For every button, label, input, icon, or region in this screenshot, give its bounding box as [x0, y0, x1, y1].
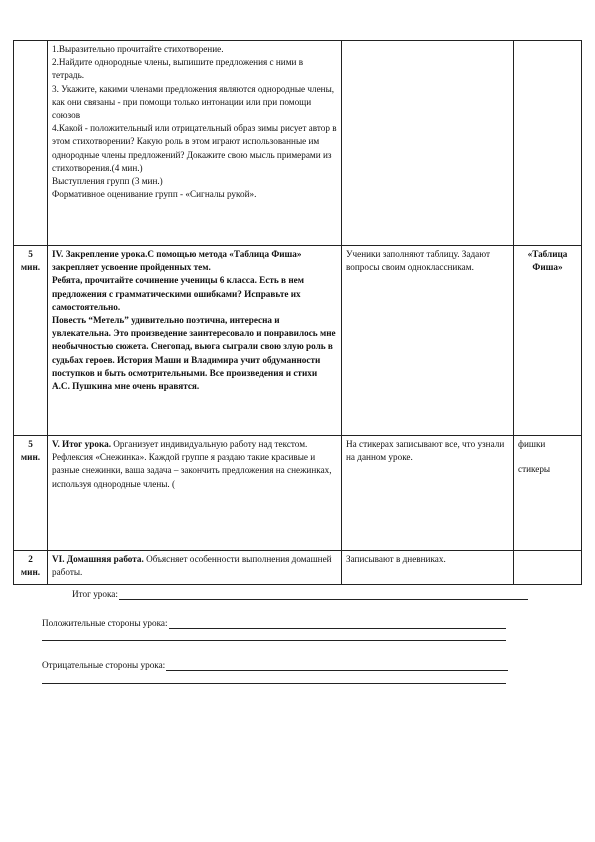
resource-item: фишки: [518, 439, 546, 449]
table-row: [14, 436, 582, 551]
time-cell: 5 мин.: [14, 246, 48, 436]
table-row: [14, 41, 582, 246]
task-4: 4.Какой - положительный или отрицательный образ зимы рисует автор в этом стихотворении? Какую роль в этом играют использованные им однородные члены предложений? Докажите свою мысль примерами из стихотворения.(4 мин.): [52, 123, 337, 173]
students-cell: Записывают в дневниках.: [342, 551, 514, 585]
task-3: 3. Укажите, какими членами предложения являются однородные члены, как они связаны - при помощи только интонации или при помощи союзов: [52, 83, 335, 121]
students-cell: Ученики заполняют таблицу. Задают вопросы своим одноклассникам.: [342, 246, 514, 436]
lesson-summary-field: [72, 588, 528, 600]
time-cell: 5 мин.: [14, 436, 48, 551]
lesson-summary-line: [119, 590, 528, 600]
section-heading: IV. Закрепление урока.С помощью метода «Таблица Фиша» закрепляет усвоение пройденных тем.: [52, 249, 302, 273]
negative-aspects-line: [166, 661, 508, 671]
content-cell: [48, 551, 342, 585]
content-cell: [48, 246, 342, 436]
positive-aspects-label: Положительные стороны урока:: [42, 618, 168, 628]
positive-aspects-extra-line: [42, 640, 506, 641]
content-cell: [48, 436, 342, 551]
negative-aspects-field: [42, 659, 508, 671]
resources-cell: [514, 551, 582, 585]
table-row: [14, 551, 582, 585]
table-row: [14, 246, 582, 436]
section-text: Объясняет особенности выполнения домашней работы.: [52, 554, 332, 578]
formative-assessment: Формативное оценивание групп - «Сигналы рукой».: [52, 189, 257, 200]
resources-cell: «Таблица Фиша»: [514, 246, 582, 436]
task-1: 1.Выразительно прочитайте стихотворение.: [52, 44, 224, 54]
resource-item: стикеры: [518, 464, 551, 475]
resources-cell: [514, 436, 582, 551]
resources-cell: [514, 41, 582, 246]
section-text: Организует индивидуальную работу над текстом. Рефлексия «Снежинка». Каждой группе я раздаю такие красивые и разные снежинки, ваша задача – закончить предложения на снежинках, используя однородные члены. (: [52, 439, 332, 489]
task-instruction: Ребята, прочитайте сочинение ученицы 6 класса. Есть в нем предложения с грамматическими ошибками? Исправьте их самостоятельно.: [52, 275, 304, 312]
students-cell: [342, 41, 514, 246]
students-cell: На стикерах записывают все, что узнали на данном уроке.: [342, 436, 514, 551]
content-cell: [48, 41, 342, 246]
time-cell: 2 мин.: [14, 551, 48, 585]
positive-aspects-field: [42, 617, 506, 629]
negative-aspects-extra-line: [42, 683, 506, 684]
section-heading: V. Итог урока.: [52, 439, 111, 449]
negative-aspects-label: Отрицательные стороны урока:: [42, 660, 166, 670]
student-essay: Повесть “Метель” удивительно поэтична, интересна и увлекательна. Это произведение заинтересовало и понравилось мне необычностью сюжета. Снегопад, вьюга сыграли свою злую роль в судьбах героев. История Маши и Владимира учит обдуманности поступков и быть осмотрительными. Все произведения и стихи А.С. Пушкина мне очень нравятся.: [52, 315, 336, 392]
time-cell: [14, 41, 48, 246]
group-presentations: Выступления групп (3 мин.): [52, 176, 163, 187]
task-2: 2.Найдите однородные члены, выпишите предложения с ними в тетрадь.: [52, 57, 304, 81]
lesson-plan-table: [13, 40, 582, 585]
lesson-summary-label: Итог урока:: [72, 589, 118, 599]
positive-aspects-line: [169, 619, 506, 629]
section-heading: VI. Домашняя работа.: [52, 554, 144, 564]
